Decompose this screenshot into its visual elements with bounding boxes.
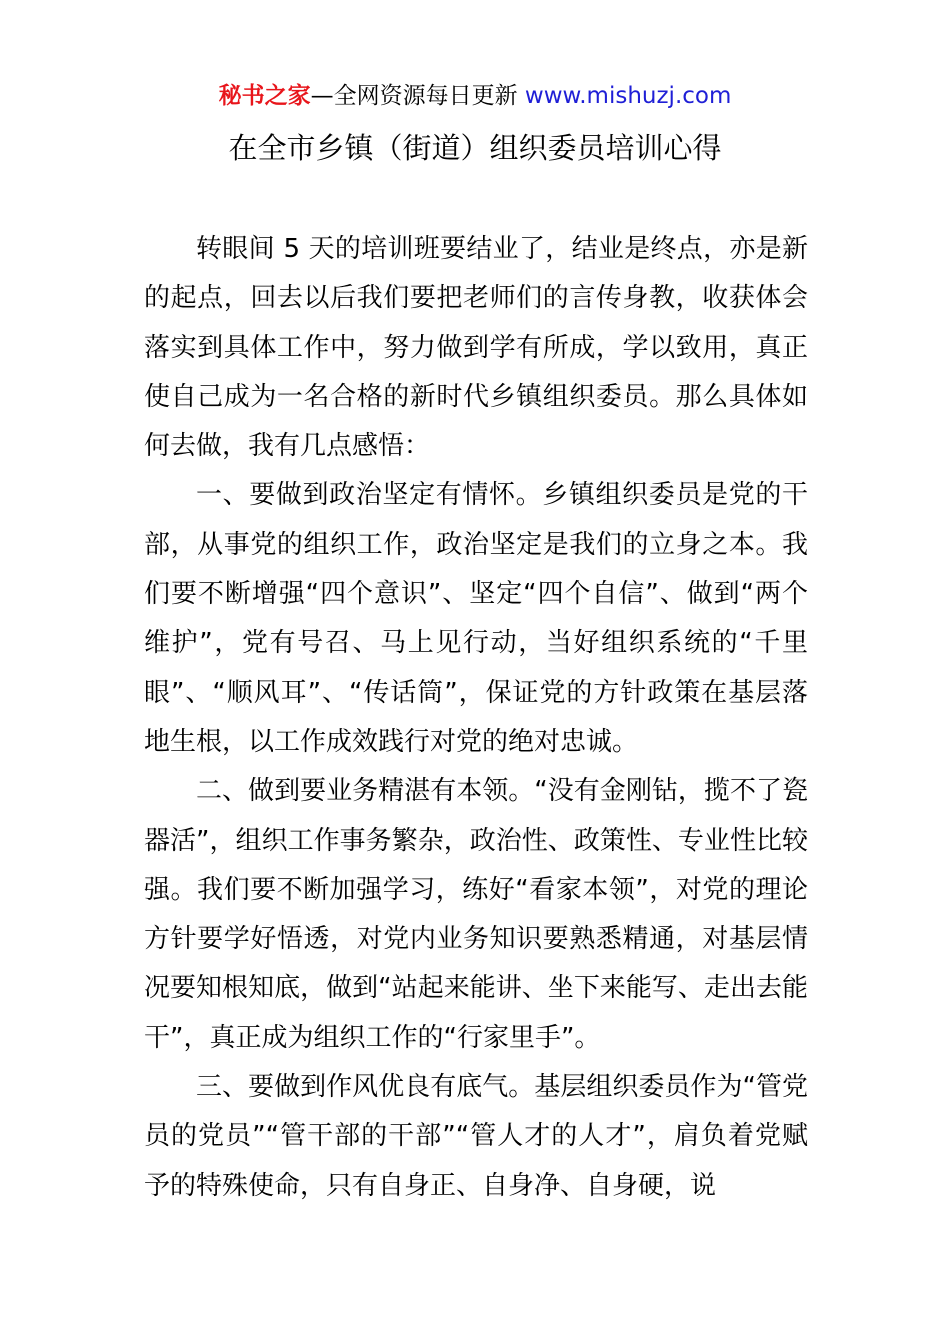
paragraph-point-3: 三、要做到作风优良有底气。基层组织委员作为“管党员的党员”“管干部的干部”“管人才的人才”，肩负着党赋予的特殊使命，只有自身正、自身净、自身硬，说	[144, 1072, 808, 1201]
brand-name: 秘书之家	[218, 83, 311, 109]
paragraph-point-1: 一、要做到政治坚定有情怀。乡镇组织委员是党的干部，从事党的组织工作，政治坚定是我们的立身之本。我们要不断增强“四个意识”、坚定“四个自信”、做到“两个维护”，党有号召、马上见行动，当好组织系统的“千里眼”、“顺风耳”、“传话筒”，保证党的方针政策在基层落地生根，以工作成效践行对党的绝对忠诚。	[144, 480, 808, 757]
header-tagline: —全网资源每日更新	[310, 83, 518, 109]
site-header	[0, 80, 950, 112]
site-url-link[interactable]: www.mishuzj.com	[524, 83, 732, 109]
paragraph-point-2: 二、做到要业务精湛有本领。“没有金刚钻，揽不了瓷器活”，组织工作事务繁杂，政治性、政策性、专业性比较强。我们要不断加强学习，练好“看家本领”，对党的理论方针要学好悟透，对党内业务知识要熟悉精通，对基层情况要知根知底，做到“站起来能讲、坐下来能写、走出去能干”，真正成为组织工作的“行家里手”。	[144, 776, 808, 1053]
document-title: 在全市乡镇（街道）组织委员培训心得	[228, 131, 722, 165]
document-body	[144, 225, 808, 1211]
paragraph-intro: 转眼间 5 天的培训班要结业了，结业是终点，亦是新的起点，回去以后我们要把老师们的言传身教，收获体会落实到具体工作中，努力做到学有所成，学以致用，真正使自己成为一名合格的新时代乡镇组织委员。那么具体如何去做，我有几点感悟：	[144, 234, 808, 462]
